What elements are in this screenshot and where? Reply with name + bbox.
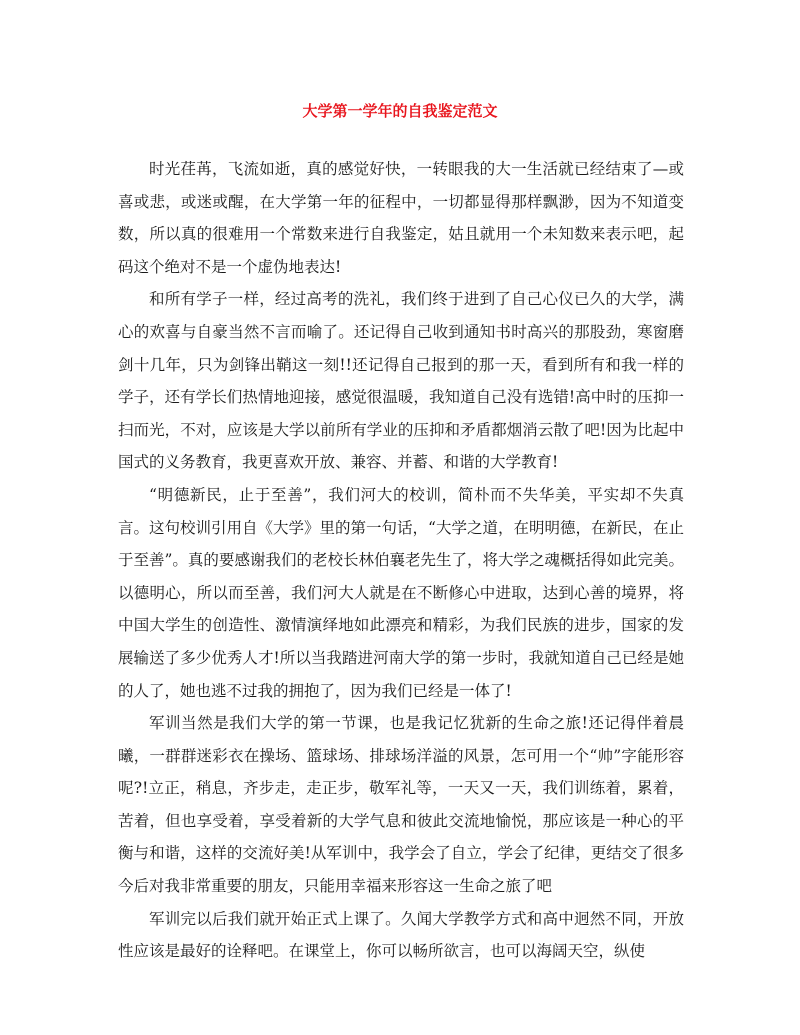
paragraph-5: 军训完以后我们就开始正式上课了。久闻大学教学方式和高中迥然不同，开放性应该是最好的诠释吧。在课堂上，你可以畅所欲言，也可以海阔天空，纵使 <box>118 909 684 961</box>
document-title: 大学第一学年的自我鉴定范文 <box>302 102 498 120</box>
paragraph-2: 和所有学子一样，经过高考的洗礼，我们终于进到了自己心仪已久的大学，满心的欢喜与自豪当然不言而喻了。还记得自己收到通知书时高兴的那股劲，寒窗磨剑十几年，只为剑锋出鞘这一刻!!还记得自己报到的那一天，看到所有和我一样的学子，还有学长们热情地迎接，感觉很温暖，我知道自己没有选错!高中时的压抑一扫而光，不对，应该是大学以前所有学业的压抑和矛盾都烟消云散了吧!因为比起中国式的义务教育，我更喜欢开放、兼容、并蓄、和谐的大学教育! <box>118 290 684 472</box>
paragraph-1: 时光荏苒，飞流如逝，真的感觉好快，一转眼我的大一生活就已经结束了—或喜或悲，或迷或醒，在大学第一年的征程中，一切都显得那样飘渺，因为不知道变数，所以真的很难用一个常数来进行自我鉴定，姑且就用一个未知数来表示吧，起码这个绝对不是一个虚伪地表达! <box>118 160 684 276</box>
document-body <box>118 153 684 968</box>
paragraph-4: 军训当然是我们大学的第一节课，也是我记忆犹新的生命之旅!还记得伴着晨曦，一群群迷彩衣在操场、篮球场、排球场洋溢的风景，怎可用一个“帅”字能形容呢?!立正，稍息，齐步走，走正步，敬军礼等，一天又一天，我们训练着，累着，苦着，但也享受着，享受着新的大学气息和彼此交流地愉悦，那应该是一种心的平衡与和谐，这样的交流好美!从军训中，我学会了自立，学会了纪律，更结交了很多今后对我非常重要的朋友，只能用幸福来形容这一生命之旅了吧 <box>118 714 684 896</box>
paragraph-3: “明德新民，止于至善”，我们河大的校训，简朴而不失华美，平实却不失真言。这句校训引用自《大学》里的第一句话，“大学之道，在明明德，在新民，在止于至善”。真的要感谢我们的老校长林伯襄老先生了，将大学之魂概括得如此完美。以德明心，所以而至善，我们河大人就是在不断修心中进取，达到心善的境界，将中国大学生的创造性、激情演绎地如此漂亮和精彩，为我们民族的进步，国家的发展输送了多少优秀人才!所以当我踏进河南大学的第一步时，我就知道自己已经是她的人了，她也逃不过我的拥抱了，因为我们已经是一体了! <box>118 485 684 700</box>
